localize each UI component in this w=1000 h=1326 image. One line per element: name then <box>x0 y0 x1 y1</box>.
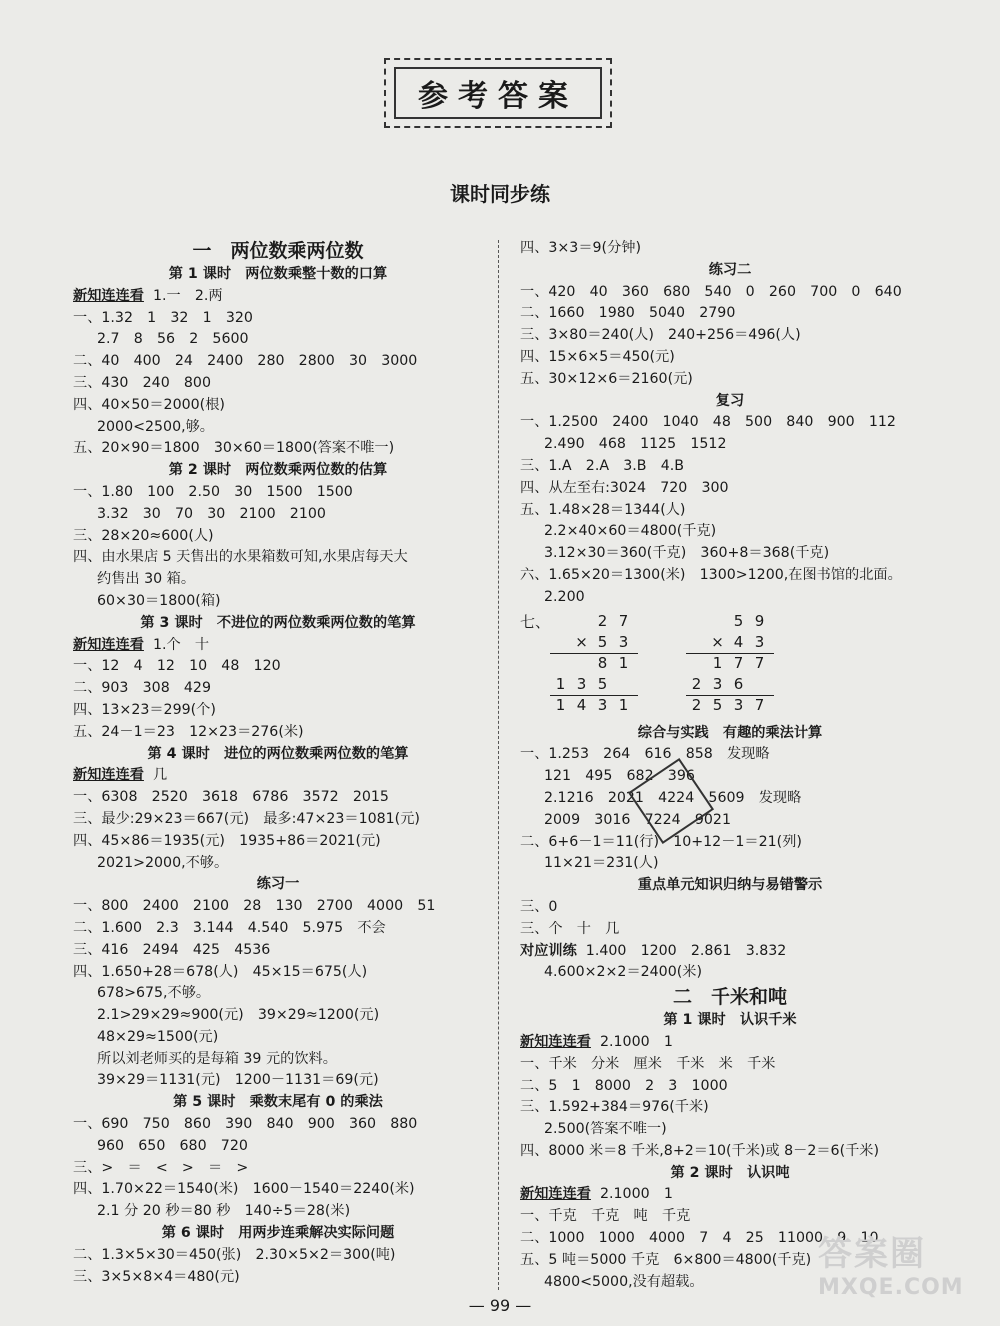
calc-rule <box>686 695 774 696</box>
answer-line: 四、3×3＝9(分钟) <box>520 240 641 256</box>
answer-line: 三、个 十 几 <box>520 920 620 937</box>
question-number: 七、 <box>520 612 551 631</box>
answer-line: 四、8000 米＝8 千米,8+2＝10(千米)或 8－2＝6(千米) <box>520 1142 880 1159</box>
calc-rule <box>550 695 638 696</box>
section-tag: 对应训练 <box>520 942 577 959</box>
answer-line: 新知连连看 1.一 2.两 <box>73 287 223 304</box>
unit-heading: 二 千米和吨 <box>672 986 787 1009</box>
answer-line: 四、由水果店 5 天售出的水果箱数可知,水果店每天大 <box>73 549 408 566</box>
section-heading: 练习二 <box>708 261 752 278</box>
lesson-heading: 第 5 课时 乘数末尾有 0 的乘法 <box>173 1094 383 1111</box>
answer-line: 一、1.80 100 2.50 30 1500 1500 <box>73 483 353 500</box>
answer-line: 四、从左至右:3024 720 300 <box>520 479 729 496</box>
answer-line: 一、1.253 264 616 858 发现略 <box>520 746 770 763</box>
answer-line: 3.12×30＝360(千克) 360+8＝368(千克) <box>544 545 830 562</box>
answer-line: 三、28×20≈600(人) <box>73 527 214 544</box>
answer-line: 新知连连看 2.1000 1 <box>520 1186 673 1203</box>
answer-line: 一、千米 分米 厘米 千米 米 千米 <box>520 1055 776 1072</box>
watermark-logo: 答案圈 MXQE.COM <box>818 1234 964 1300</box>
answer-line: 一、420 40 360 680 540 0 260 700 0 640 <box>520 283 902 300</box>
answer-line: 2.7 8 56 2 5600 <box>97 331 249 348</box>
section-heading: 重点单元知识归纳与易错警示 <box>637 877 823 894</box>
lesson-heading: 第 2 课时 两位数乘两位数的估算 <box>168 462 388 479</box>
answer-line: 一、1.2500 2400 1040 48 500 840 900 112 <box>520 414 896 431</box>
title-frame <box>384 58 612 128</box>
answer-line: 二、6+6－1＝11(行) 10+12－1＝21(列) <box>520 833 802 850</box>
page-title: 参考答案 <box>394 67 602 119</box>
answer-line: 二、1.600 2.3 3.144 4.540 5.975 不会 <box>73 919 386 936</box>
answer-line: 60×30＝1800(箱) <box>97 592 221 609</box>
answer-line: 三、3×80＝240(人) 240+256＝496(人) <box>520 327 801 344</box>
answer-line: 五、5 吨＝5000 千克 6×800＝4800(千克) <box>520 1251 812 1268</box>
answer-line: 一、6308 2520 3618 6786 3572 2015 <box>73 789 389 806</box>
answer-line: 四、40×50＝2000(根) <box>73 396 225 413</box>
page-number: — 99 — <box>468 1296 532 1315</box>
section-heading: 练习一 <box>256 876 300 893</box>
answer-line: 五、30×12×6＝2160(元) <box>520 370 693 387</box>
answer-line: 六、1.65×20＝1300(米) 1300>1200,在图书馆的北面。 <box>520 566 902 583</box>
calc-rule <box>686 653 774 654</box>
answer-line: 约售出 30 箱。 <box>97 571 196 588</box>
answer-line: 960 650 680 720 <box>97 1137 248 1154</box>
answer-line: 2.1>29×29≈900(元) 39×29≈1200(元) <box>97 1007 380 1024</box>
answer-line: 二、5 1 8000 2 3 1000 <box>520 1077 728 1094</box>
answer-line: 一、千克 千克 吨 千克 <box>520 1208 691 1225</box>
answer-line: 121 495 682 396 <box>544 768 695 785</box>
answer-line: 48×29≈1500(元) <box>97 1028 219 1045</box>
answer-line: 四、1.70×22＝1540(米) 1600－1540＝2240(米) <box>73 1181 415 1198</box>
lesson-heading: 第 4 课时 进位的两位数乘两位数的笔算 <box>147 745 409 762</box>
section-heading: 综合与实践 有趣的乘法计算 <box>637 724 823 741</box>
answer-line: 2.1 分 20 秒＝80 秒 140÷5＝28(米) <box>97 1203 351 1220</box>
answer-line: 对应训练 1.400 1200 2.861 3.832 <box>520 942 787 959</box>
answer-line: 四、45×86＝1935(元) 1935+86＝2021(元) <box>73 832 381 849</box>
answer-line: 三、416 2494 425 4536 <box>73 941 271 958</box>
answer-line: 三、430 240 800 <box>73 374 211 391</box>
lesson-heading: 第 6 课时 用两步连乘解决实际问题 <box>161 1225 395 1242</box>
answer-line: 2.200 <box>544 588 585 605</box>
answer-line: 二、1000 1000 4000 7 4 25 11000 9 10 <box>520 1230 879 1247</box>
vertical-calc-2: 5 9 × 4 3 1 7 7 2 3 6 2 5 3 7 <box>686 611 770 716</box>
answer-line: 四、1.650+28＝678(人) 45×15＝675(人) <box>73 963 368 980</box>
calc-rule <box>550 653 638 654</box>
answer-line: 三、> ＝ < > ＝ > <box>73 1159 249 1176</box>
lesson-heading: 第 1 课时 两位数乘整十数的口算 <box>168 266 388 282</box>
section-tag: 新知连连看 <box>73 287 144 304</box>
vertical-multiplication <box>520 611 940 723</box>
lesson-heading: 第 1 课时 认识千米 <box>663 1012 797 1029</box>
column-divider <box>498 240 499 1290</box>
section-subtitle: 课时同步练 <box>450 182 550 206</box>
answer-line: 2009 3016 7224 9021 <box>544 811 731 828</box>
answer-line: 四、15×6×5＝450(元) <box>520 348 675 365</box>
answer-line: 4800<5000,没有超载。 <box>544 1273 704 1290</box>
answer-line: 二、903 308 429 <box>73 680 211 697</box>
answer-line: 2.490 468 1125 1512 <box>544 436 727 453</box>
section-tag: 新知连连看 <box>520 1186 591 1203</box>
answer-line: 四、13×23＝299(个) <box>73 701 216 718</box>
answer-line: 一、12 4 12 10 48 120 <box>73 658 281 675</box>
answer-line: 3.32 30 70 30 2100 2100 <box>97 505 326 522</box>
unit-heading: 一 两位数乘两位数 <box>192 240 364 262</box>
answer-line: 2000<2500,够。 <box>97 418 214 435</box>
answer-line: 五、20×90＝1800 30×60＝1800(答案不唯一) <box>73 440 395 457</box>
answer-line: 五、1.48×28＝1344(人) <box>520 501 686 518</box>
answer-line: 新知连连看 1.个 十 <box>73 636 210 653</box>
answer-line: 一、690 750 860 390 840 900 360 880 <box>73 1116 418 1133</box>
right-column <box>520 238 940 1293</box>
answer-line: 五、24－1＝23 12×23＝276(米) <box>73 723 304 740</box>
answer-line: 一、800 2400 2100 28 130 2700 4000 51 <box>73 898 436 915</box>
left-column <box>73 238 483 1288</box>
answer-line: 新知连连看 几 <box>73 767 168 784</box>
answer-line: 一、1.32 1 32 1 320 <box>73 309 253 326</box>
answer-line: 4.600×2×2＝2400(米) <box>544 964 702 981</box>
answer-line: 678>675,不够。 <box>97 985 211 1002</box>
answer-line: 三、1.A 2.A 3.B 4.B <box>520 457 684 474</box>
answer-line: 三、最少:29×23＝667(元) 最多:47×23＝1081(元) <box>73 810 420 827</box>
lesson-heading: 第 2 课时 认识吨 <box>670 1164 790 1181</box>
answer-line: 三、1.592+384＝976(千米) <box>520 1099 709 1116</box>
answer-line: 新知连连看 2.1000 1 <box>520 1033 673 1050</box>
answer-line: 三、0 <box>520 898 558 915</box>
answer-line: 所以刘老师买的是每箱 39 元的饮料。 <box>97 1050 337 1067</box>
answer-line: 二、40 400 24 2400 280 2800 30 3000 <box>73 353 418 370</box>
section-heading: 复习 <box>715 392 745 409</box>
answer-line: 2.2×40×60＝4800(千克) <box>544 523 717 540</box>
answer-line: 三、3×5×8×4＝480(元) <box>73 1268 240 1285</box>
vertical-calc-1: 2 7 × 5 3 8 1 1 3 5 1 4 3 1 <box>550 611 634 716</box>
answer-line: 二、1.3×5×30＝450(张) 2.30×5×2＝300(吨) <box>73 1246 396 1263</box>
answer-line: 2021>2000,不够。 <box>97 854 229 871</box>
lesson-heading: 第 3 课时 不进位的两位数乘两位数的笔算 <box>140 614 416 631</box>
answer-line: 2.1216 2021 4224 5609 发现略 <box>544 789 802 806</box>
answer-line: 11×21＝231(人) <box>544 855 659 872</box>
answer-line: 2.500(答案不唯一) <box>544 1121 667 1138</box>
answer-line: 二、1660 1980 5040 2790 <box>520 305 736 322</box>
section-tag: 新知连连看 <box>73 767 144 784</box>
section-tag: 新知连连看 <box>73 636 144 653</box>
section-tag: 新知连连看 <box>520 1033 591 1050</box>
answer-line: 39×29＝1131(元) 1200－1131＝69(元) <box>97 1072 379 1089</box>
